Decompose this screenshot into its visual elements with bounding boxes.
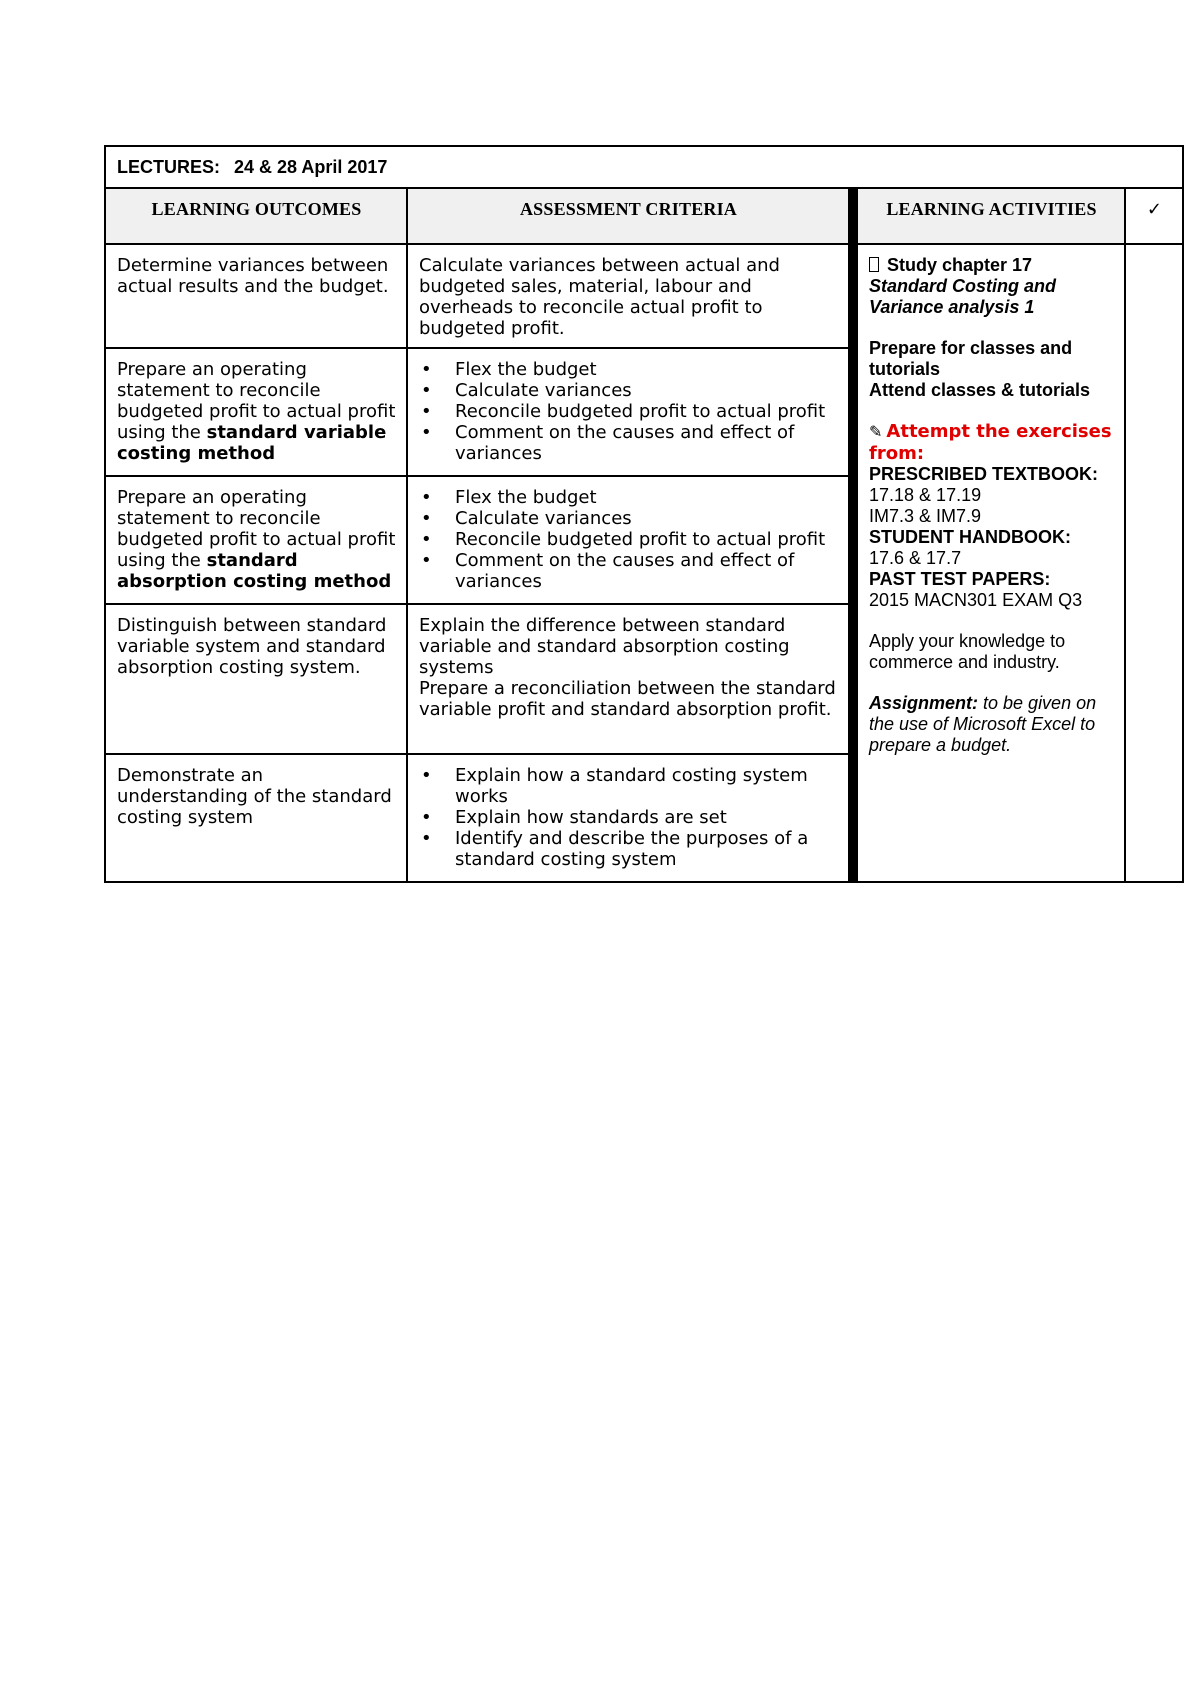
list-item: • Comment on the causes and effect of variances: [455, 422, 838, 464]
criteria-cell: [407, 754, 853, 882]
criteria-list: [419, 359, 838, 464]
criteria-text: Prepare a reconciliation between the standard variable profit and standard absorption profit.: [419, 678, 836, 720]
prepare-classes: Prepare for classes and tutorials: [869, 338, 1073, 379]
lectures-heading: [105, 146, 1183, 188]
list-item: • Flex the budget: [455, 487, 838, 508]
list-item: • Reconcile budgeted profit to actual profit: [455, 401, 838, 422]
study-chapter: Study chapter 17 Standard Costing and Variance analysis 1: [869, 255, 1057, 317]
check-cell: [1125, 244, 1183, 882]
column-header-row: [105, 188, 1183, 244]
criteria-cell: [407, 476, 853, 604]
lecture-plan-table: [104, 145, 1184, 883]
attend-classes: Attend classes & tutorials: [869, 380, 1091, 400]
criteria-cell: [407, 348, 853, 476]
list-item: • Flex the budget: [455, 359, 838, 380]
outcome-cell: Determine variances between actual results and the budget.: [105, 244, 407, 348]
document-page: [104, 145, 1182, 883]
handbook-section: STUDENT HANDBOOK: 17.6 & 17.7: [869, 527, 1071, 568]
criteria-text: Explain the difference between standard variable and standard absorption costing systems: [419, 615, 790, 678]
list-item: • Explain how a standard costing system works: [455, 765, 838, 807]
header-learning-outcomes: LEARNING OUTCOMES: [105, 188, 407, 244]
box-icon: [869, 257, 879, 272]
assignment-note: Assignment: to be given on the use of Microsoft Excel to prepare a budget.: [869, 693, 1097, 755]
pencil-icon: ✎: [869, 424, 883, 441]
list-item: • Calculate variances: [455, 380, 838, 401]
header-learning-activities: LEARNING ACTIVITIES: [853, 188, 1125, 244]
criteria-list: [419, 765, 838, 870]
learning-activities-cell: [853, 244, 1125, 882]
criteria-cell: [407, 604, 853, 754]
textbook-section: PRESCRIBED TEXTBOOK: 17.18 & 17.19 IM7.3 & IM7.9: [869, 464, 1099, 526]
attempt-exercises: ✎ Attempt the exercises from:: [869, 421, 1112, 464]
outcome-cell: Demonstrate an understanding of the standard costing system: [105, 754, 407, 882]
outcome-cell: Prepare an operating statement to reconcile budgeted profit to actual profit using the standard absorption costing method: [105, 476, 407, 604]
checkmark-icon: ✓: [1125, 188, 1183, 244]
table-row: [105, 244, 1183, 348]
criteria-cell: Calculate variances between actual and budgeted sales, material, labour and overheads to reconcile actual profit to budgeted profit.: [407, 244, 853, 348]
header-assessment-criteria: ASSESSMENT CRITERIA: [407, 188, 853, 244]
list-item: • Identify and describe the purposes of a standard costing system: [455, 828, 838, 870]
lectures-row: [105, 146, 1183, 188]
list-item: • Explain how standards are set: [455, 807, 838, 828]
outcome-cell: Distinguish between standard variable system and standard absorption costing system.: [105, 604, 407, 754]
list-item: • Calculate variances: [455, 508, 838, 529]
criteria-list: [419, 487, 838, 592]
lectures-label: LECTURES:: [117, 157, 220, 177]
apply-knowledge: Apply your knowledge to commerce and industry.: [869, 631, 1066, 672]
list-item: • Reconcile budgeted profit to actual profit: [455, 529, 838, 550]
list-item: • Comment on the causes and effect of variances: [455, 550, 838, 592]
outcome-cell: Prepare an operating statement to reconcile budgeted profit to actual profit using the standard variable costing method: [105, 348, 407, 476]
past-papers-section: PAST TEST PAPERS: 2015 MACN301 EXAM Q3: [869, 569, 1083, 610]
lectures-dates: 24 & 28 April 2017: [234, 157, 388, 177]
